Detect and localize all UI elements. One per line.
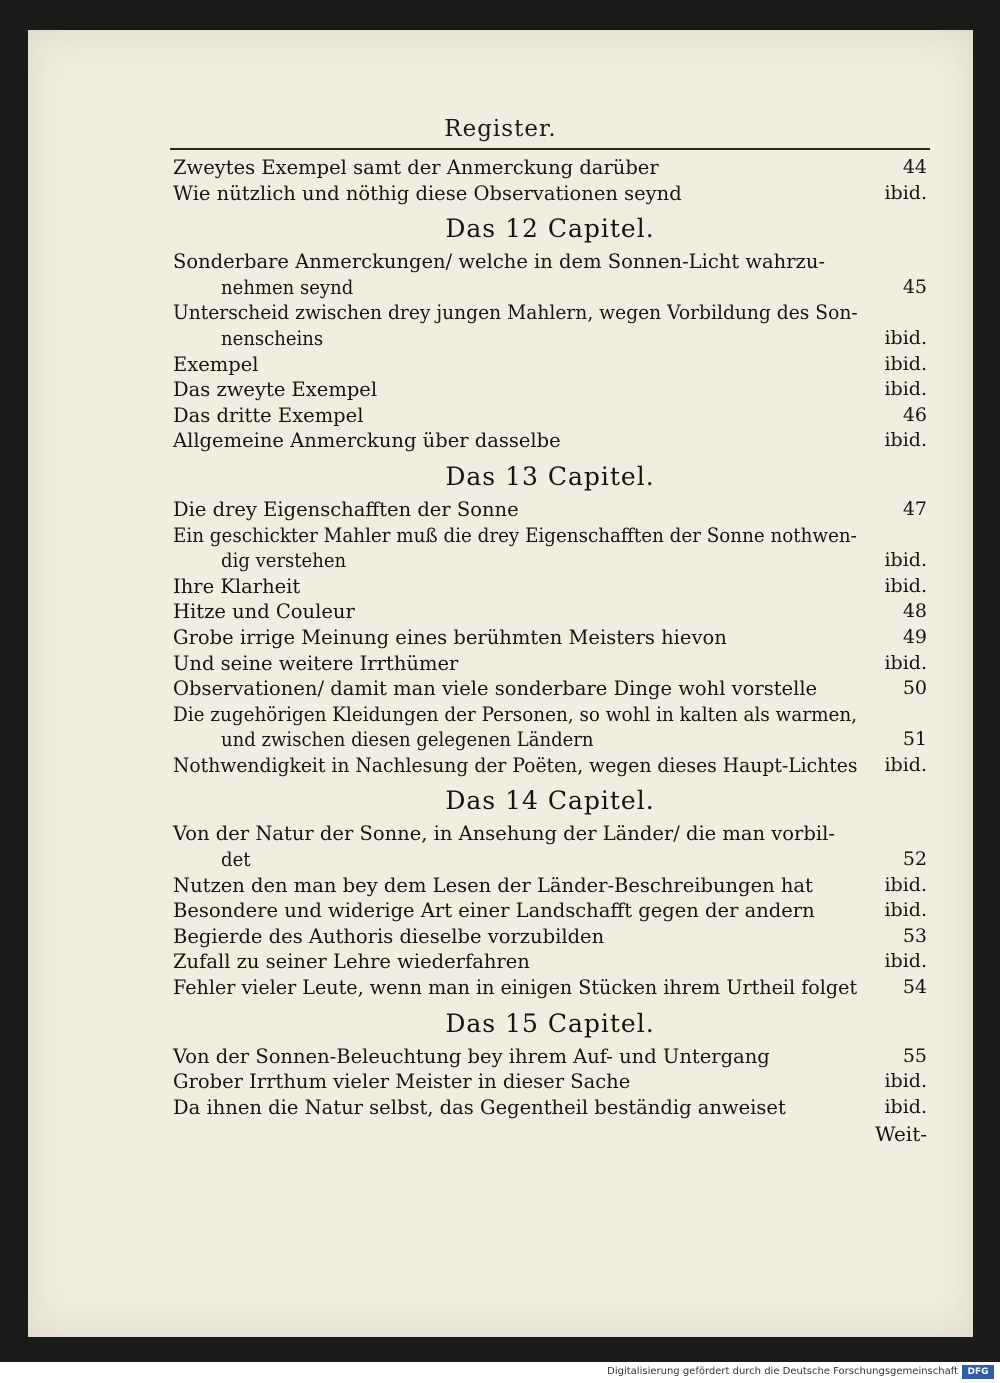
register-entry — [173, 625, 927, 651]
entry-continuation: det — [221, 848, 251, 872]
entry-text: Sonderbare Anmerckungen/ welche in dem Sonnen-Licht wahrzu- — [173, 250, 825, 274]
entry-text: Zufall zu seiner Lehre wiederfahren — [173, 950, 530, 974]
register-entry — [173, 1069, 927, 1095]
head-rule — [170, 148, 930, 150]
entry-text: Und seine weitere Irrthümer — [173, 651, 459, 675]
page-reference: 48 — [902, 600, 927, 623]
entry-text: Das dritte Exempel — [173, 403, 364, 427]
register-entry — [173, 428, 927, 454]
register-entry — [173, 873, 927, 899]
entry-text: Die drey Eigenschafften der Sonne — [173, 497, 519, 521]
page-reference: 55 — [902, 1044, 927, 1067]
page-reference: 51 — [902, 728, 927, 751]
chapter-heading: Das 12 Capitel. — [445, 214, 655, 244]
page-reference: ibid. — [884, 753, 927, 776]
footer-bar — [0, 1362, 1000, 1383]
entry-text: Das zweyte Exempel — [173, 378, 378, 402]
entry-text: Von der Sonnen-Beleuchtung bey ihrem Auf- und Untergang — [173, 1044, 770, 1068]
entry-text: Von der Natur der Sonne, in Ansehung der Länder/ die man vorbil- — [173, 822, 835, 846]
catchword: Weit- — [875, 1122, 927, 1147]
page-reference: 45 — [902, 275, 927, 298]
entry-text: Observationen/ damit man viele sonderbare Dinge wohl vorstelle — [173, 677, 818, 701]
entry-continuation: und zwischen diesen gelegenen Ländern — [221, 728, 594, 752]
page-reference: 46 — [902, 403, 927, 426]
register-entry — [173, 300, 927, 351]
register-entry — [173, 753, 927, 779]
register-entry — [173, 651, 927, 677]
page-reference: ibid. — [884, 873, 927, 896]
page-reference: ibid. — [884, 549, 927, 572]
entry-text: Zweytes Exempel samt der Anmerckung darüber — [173, 156, 659, 179]
entry-continuation: nenscheins — [221, 326, 324, 350]
page-reference: ibid. — [884, 1070, 927, 1093]
register-entry — [173, 599, 927, 625]
dfg-logo-icon: DFG — [962, 1365, 994, 1379]
page-reference: 50 — [902, 677, 927, 700]
entry-text: Grober Irrthum vieler Meister in dieser Sache — [173, 1070, 631, 1094]
page-reference: 54 — [902, 976, 927, 999]
entry-text: Die zugehörigen Kleidungen der Personen, so wohl in kalten als warmen, — [173, 702, 858, 726]
register-entry — [173, 821, 927, 872]
register-entry — [173, 702, 927, 753]
book-page — [28, 30, 973, 1337]
entry-text: Ihre Klarheit — [173, 574, 301, 598]
chapter-heading: Das 14 Capitel. — [445, 786, 655, 816]
entry-text: Wie nützlich und nöthig diese Observationen seynd — [173, 181, 682, 205]
entry-text: Unterscheid zwischen drey jungen Mahlern, wegen Vorbildung des Son- — [173, 301, 858, 325]
entry-text: Besondere und widerige Art einer Landschafft gegen der andern — [173, 899, 815, 923]
register-entry — [173, 497, 927, 523]
page-reference: ibid. — [884, 651, 927, 674]
entry-text: Da ihnen die Natur selbst, das Gegentheil beständig anweiset — [173, 1095, 786, 1119]
page-reference: ibid. — [884, 574, 927, 597]
register-entry — [173, 1095, 927, 1121]
register-content — [173, 155, 927, 1148]
register-entry — [173, 898, 927, 924]
entry-text: Fehler vieler Leute, wenn man in einigen Stücken ihrem Urtheil folget — [173, 976, 858, 1000]
register-entry — [173, 403, 927, 429]
chapter-heading: Das 15 Capitel. — [445, 1008, 655, 1038]
entry-text: Ein geschickter Mahler muß die drey Eigenschafften der Sonne nothwen- — [173, 523, 857, 547]
page-reference: ibid. — [884, 1095, 927, 1118]
page-reference: 52 — [902, 848, 927, 871]
page-reference: 49 — [902, 625, 927, 648]
register-entry — [173, 574, 927, 600]
page-reference: ibid. — [884, 326, 927, 349]
register-entry — [173, 676, 927, 702]
register-entry — [173, 181, 927, 207]
entry-text: Allgemeine Anmerckung über dasselbe — [173, 429, 561, 453]
page-reference: ibid. — [884, 181, 927, 204]
register-entry — [173, 523, 927, 574]
running-head: Register. — [444, 116, 557, 142]
register-entry — [173, 1044, 927, 1070]
register-entry — [173, 949, 927, 975]
page-reference: 47 — [902, 497, 927, 520]
entry-text: Grobe irrige Meinung eines berühmten Meisters hievon — [173, 625, 727, 649]
chapter-heading: Das 13 Capitel. — [445, 461, 655, 491]
entry-text: Nothwendigkeit in Nachlesung der Poëten, wegen dieses Haupt-Lichtes — [173, 753, 858, 777]
entry-continuation: dig verstehen — [221, 549, 347, 573]
register-entry — [173, 924, 927, 950]
register-entry — [173, 377, 927, 403]
register-entry — [173, 975, 927, 1001]
page-reference: 44 — [902, 156, 927, 178]
funding-credit: Digitalisierung gefördert durch die Deutsche Forschungsgemeinschaft — [607, 1366, 958, 1377]
register-entry — [173, 352, 927, 378]
page-reference: ibid. — [884, 378, 927, 401]
entry-continuation: nehmen seynd — [221, 275, 354, 299]
page-reference: ibid. — [884, 352, 927, 375]
page-reference: ibid. — [884, 950, 927, 973]
register-entry — [173, 249, 927, 300]
entry-text: Nutzen den man bey dem Lesen der Länder-Beschreibungen hat — [173, 873, 813, 897]
entry-text: Hitze und Couleur — [173, 600, 355, 624]
register-entry — [173, 155, 927, 181]
page-reference: ibid. — [884, 899, 927, 922]
entry-text: Exempel — [173, 352, 259, 376]
page-reference: ibid. — [884, 429, 927, 452]
page-reference: 53 — [902, 924, 927, 947]
entry-text: Begierde des Authoris dieselbe vorzubilden — [173, 924, 605, 948]
